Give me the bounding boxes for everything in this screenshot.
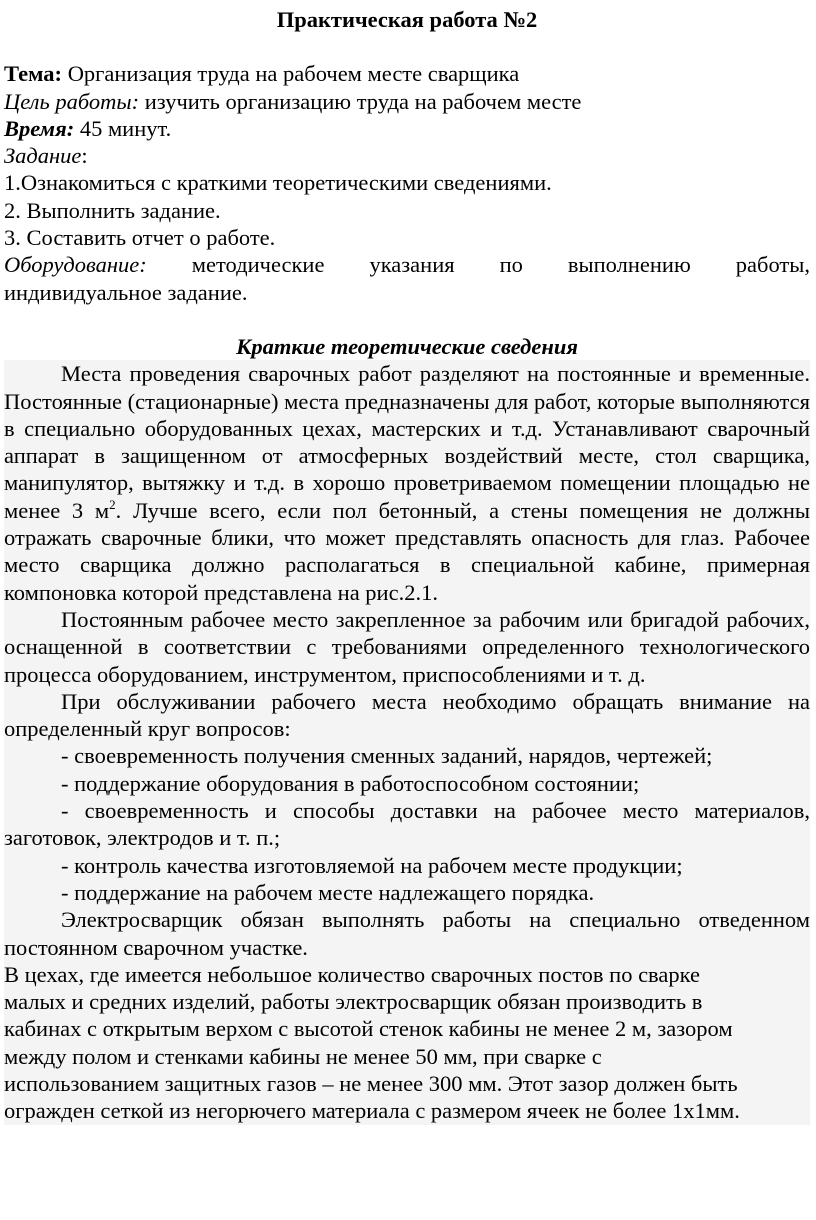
paragraph-5-line: между полом и стенками кабины не менее 50 мм, при сварке с [4, 1043, 602, 1069]
equipment-label: Оборудование: [4, 252, 147, 278]
paragraph-5-line: использованием защитных газов – не менее 300 мм. Этот зазор должен быть [4, 1070, 738, 1096]
paragraph-1-text: Места проведения сварочных работ разделяют на постоянные и временные. Постоянные (стационарные) места предназначены для работ, которые выполняются в специально оборудованных цехах, мастерских и т.д. Устанавливают сварочный аппарат в защищенном от атмосферных воздействий месте, стол сварщика, манипулятор, вытяжку и т.д. в хорошо проветриваемом помещении площадью не менее 3 м [4, 361, 810, 523]
task-label: Задание [4, 143, 82, 169]
list-item: - своевременность получения сменных заданий, нарядов, чертежей; [61, 743, 713, 769]
topic-value: Организация труда на рабочем месте сварщика [62, 61, 520, 87]
goal-label: Цель работы: [4, 88, 140, 114]
paragraph-5-line: В цехах, где имеется небольшое количество сварочных постов по сварке [4, 961, 700, 987]
task-item: 3. Составить отчет о работе. [4, 225, 276, 251]
time-label: Время: [4, 115, 75, 141]
list-item: - контроль качества изготовляемой на рабочем месте продукции; [61, 852, 683, 878]
paragraph-5-line: кабинах с открытым верхом с высотой стенок кабины не менее 2 м, зазором [4, 1016, 733, 1042]
paragraph-5-line: малых и средних изделий, работы электросварщик обязан производить в [4, 989, 703, 1015]
theory-block [4, 360, 810, 1124]
page-title: Практическая работа №2 [276, 7, 538, 32]
time-value: 45 минут. [74, 115, 172, 141]
paragraph-2: Постоянным рабочее место закрепленное за рабочим или бригадой рабочих, оснащенной в соответствии с требованиями определенного технологического процесса оборудованием, инструментом, приспособлениями и т. д. [4, 606, 810, 687]
task-item: 1.Ознакомиться с краткими теоретическими сведениями. [4, 170, 552, 196]
section-title: Краткие теоретические сведения [236, 333, 578, 359]
equipment-line [4, 251, 810, 278]
equipment-value: методические указания по выполнению работы, [146, 252, 810, 278]
superscript: 2 [109, 496, 116, 512]
paragraph-1-text-cont: . Лучше всего, если пол бетонный, а стены помещения не должны отражать сварочные блики, что может представлять опасность для глаз. Рабочее место сварщика должно располагаться в специальной кабине, примерная компоновка которой представлена на рис.2.1. [4, 497, 810, 605]
list-item: - своевременность и способы доставки на рабочее место материалов, заготовок, электродов и т. п.; [4, 798, 810, 851]
equipment-line-2: индивидуальное задание. [4, 279, 248, 305]
time-line [4, 115, 810, 142]
paragraph-3: При обслуживании рабочего места необходимо обращать внимание на определенный круг вопросов: [4, 688, 810, 742]
paragraph-4: Электросварщик обязан выполнять работы на специально отведенном постоянном сварочном участке. [4, 907, 810, 960]
topic-label: Тема: [4, 61, 63, 87]
paragraph-1 [4, 360, 810, 606]
task-colon: : [81, 143, 88, 169]
topic-line [4, 60, 810, 87]
task-item: 2. Выполнить задание. [4, 197, 221, 223]
goal-value: изучить организацию труда на рабочем месте [139, 88, 582, 114]
paragraph-5-line: огражден сеткой из негорючего материала с размером ячеек не более 1х1мм. [4, 1098, 740, 1124]
task-line [4, 142, 810, 169]
list-item: - поддержание на рабочем месте надлежащего порядка. [61, 879, 595, 905]
goal-line [4, 88, 810, 115]
list-item: - поддержание оборудования в работоспособном состоянии; [61, 770, 640, 796]
